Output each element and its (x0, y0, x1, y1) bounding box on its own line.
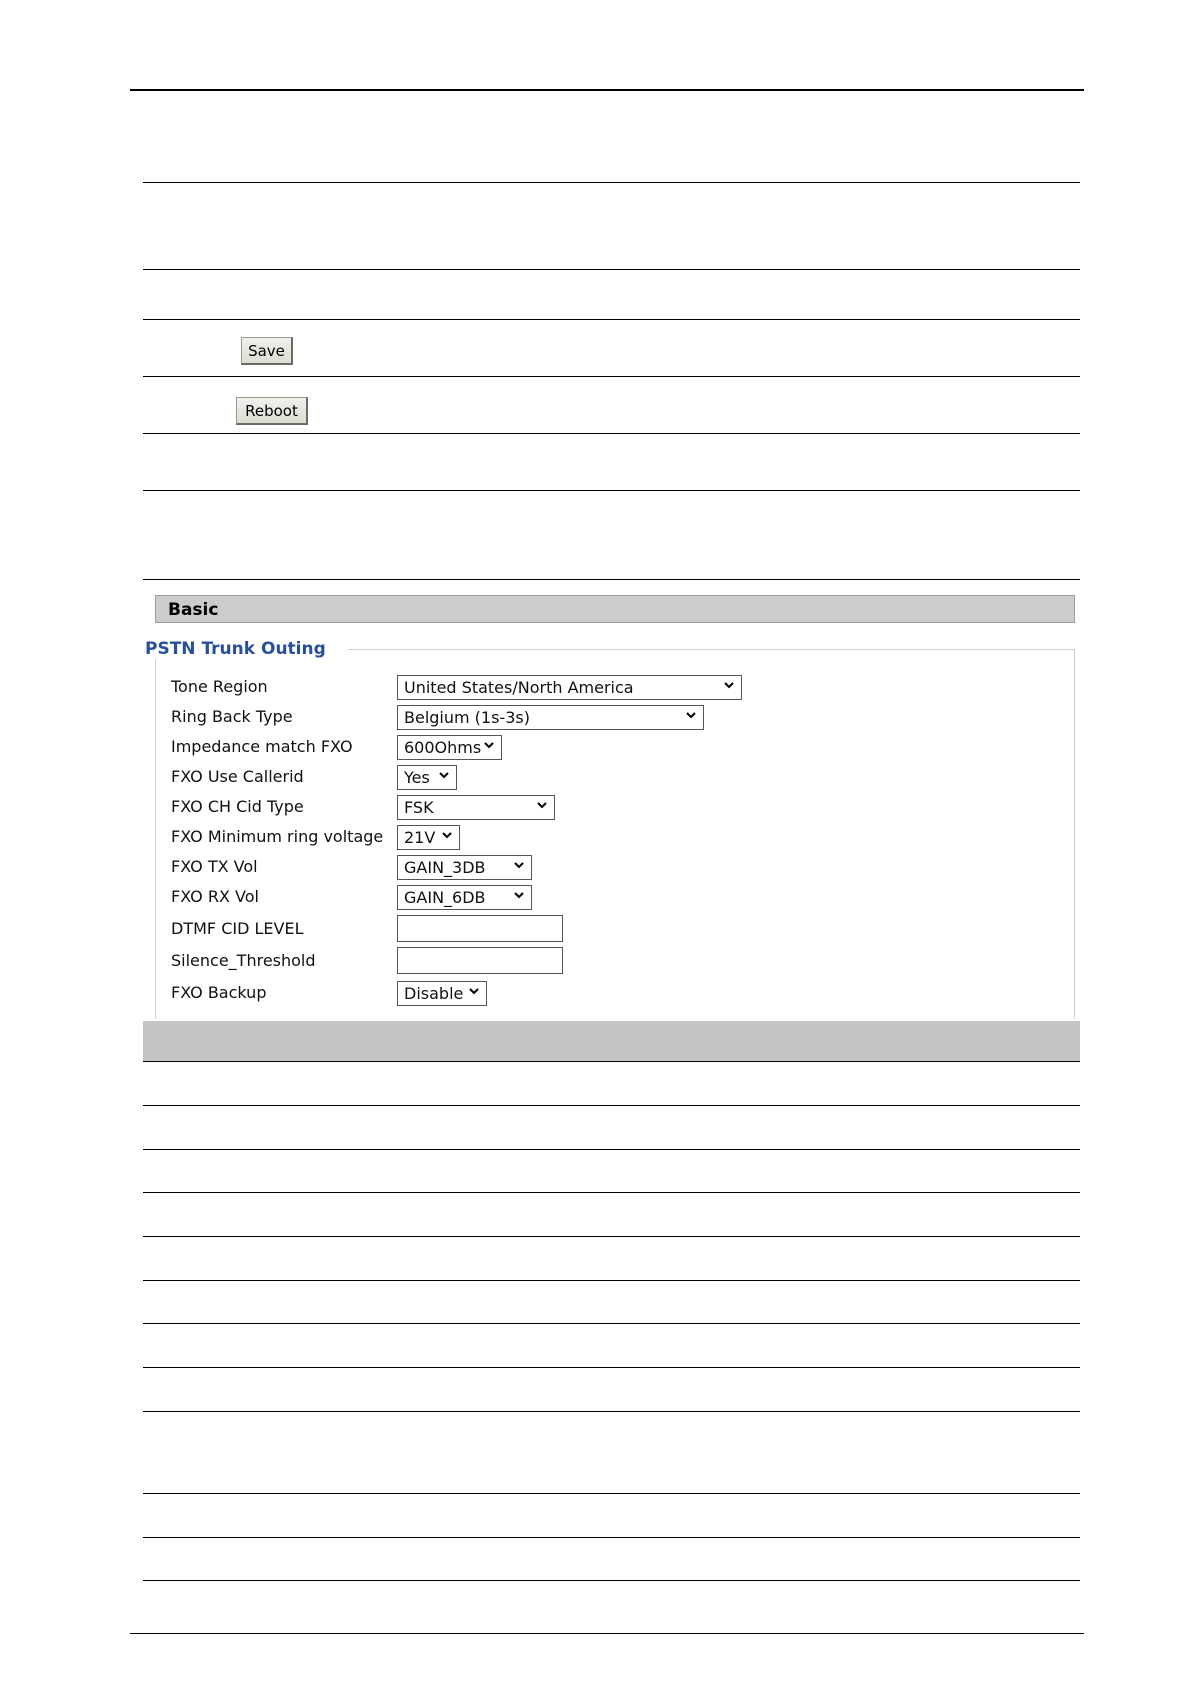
impedance-match-select[interactable] (397, 735, 502, 760)
section-title: Basic (168, 600, 219, 620)
label-tx-vol: FXO TX Vol (171, 857, 258, 876)
table-rule (143, 376, 1080, 377)
fieldset-border (1074, 649, 1075, 1019)
select-value: GAIN_6DB (404, 888, 486, 907)
silence-threshold-input[interactable] (397, 947, 563, 974)
chevron-down-icon (484, 740, 494, 750)
table-rule (143, 1105, 1080, 1106)
page-bottom-rule (130, 1633, 1084, 1634)
table-rule (143, 269, 1080, 270)
label-dtmf-cid-level: DTMF CID LEVEL (171, 919, 304, 938)
chevron-down-icon (514, 860, 524, 870)
table-rule (143, 1236, 1080, 1237)
chevron-down-icon (439, 770, 449, 780)
label-cid-type: FXO CH Cid Type (171, 797, 304, 816)
ring-back-type-select[interactable] (397, 705, 704, 730)
fxo-backup-select[interactable] (397, 981, 487, 1006)
table-rule (143, 490, 1080, 491)
table-rule (143, 1149, 1080, 1150)
select-value: Belgium (1s-3s) (404, 708, 530, 727)
table-rule (143, 1192, 1080, 1193)
cid-type-select[interactable] (397, 795, 555, 820)
chevron-down-icon (724, 680, 734, 690)
save-button[interactable]: Save (241, 337, 293, 365)
min-ring-voltage-select[interactable] (397, 825, 460, 850)
use-callerid-select[interactable] (397, 765, 457, 790)
label-fxo-backup: FXO Backup (171, 983, 267, 1002)
table-rule (143, 1493, 1080, 1494)
select-value: FSK (404, 798, 434, 817)
table-rule (143, 1580, 1080, 1581)
tone-region-select[interactable] (397, 675, 742, 700)
rx-vol-select[interactable] (397, 885, 532, 910)
table-rule (143, 1537, 1080, 1538)
table-rule (143, 1411, 1080, 1412)
select-value: 21V (404, 828, 436, 847)
fieldset-border (155, 649, 156, 1019)
label-rx-vol: FXO RX Vol (171, 887, 259, 906)
table-rule (143, 433, 1080, 434)
table-rule (143, 319, 1080, 320)
page-top-rule (130, 89, 1084, 91)
label-ring-back-type: Ring Back Type (171, 707, 293, 726)
select-value: GAIN_3DB (404, 858, 486, 877)
label-min-ring-voltage: FXO Minimum ring voltage (171, 827, 384, 846)
select-value: Yes (404, 768, 430, 787)
table-rule (143, 1367, 1080, 1368)
reboot-button[interactable]: Reboot (236, 397, 308, 425)
table-rule (143, 1280, 1080, 1281)
chevron-down-icon (442, 830, 452, 840)
table-rule (143, 1323, 1080, 1324)
fieldset-legend: PSTN Trunk Outing (145, 639, 348, 659)
dtmf-cid-level-input[interactable] (397, 915, 563, 942)
select-value: 600Ohms (404, 738, 482, 757)
chevron-down-icon (469, 986, 479, 996)
table-rule (143, 579, 1080, 580)
select-value: Disable (404, 984, 464, 1003)
chevron-down-icon (514, 890, 524, 900)
chevron-down-icon (686, 710, 696, 720)
section-header-basic (155, 595, 1075, 623)
tx-vol-select[interactable] (397, 855, 532, 880)
label-impedance-match: Impedance match FXO (171, 737, 353, 756)
chevron-down-icon (537, 800, 547, 810)
select-value: United States/North America (404, 678, 634, 697)
table-rule (143, 1061, 1080, 1062)
table-rule (143, 182, 1080, 183)
label-use-callerid: FXO Use Callerid (171, 767, 304, 786)
fieldset-border (310, 649, 1074, 650)
label-tone-region: Tone Region (171, 677, 268, 696)
label-silence-threshold: Silence_Threshold (171, 951, 316, 970)
footer-bar (143, 1021, 1080, 1061)
